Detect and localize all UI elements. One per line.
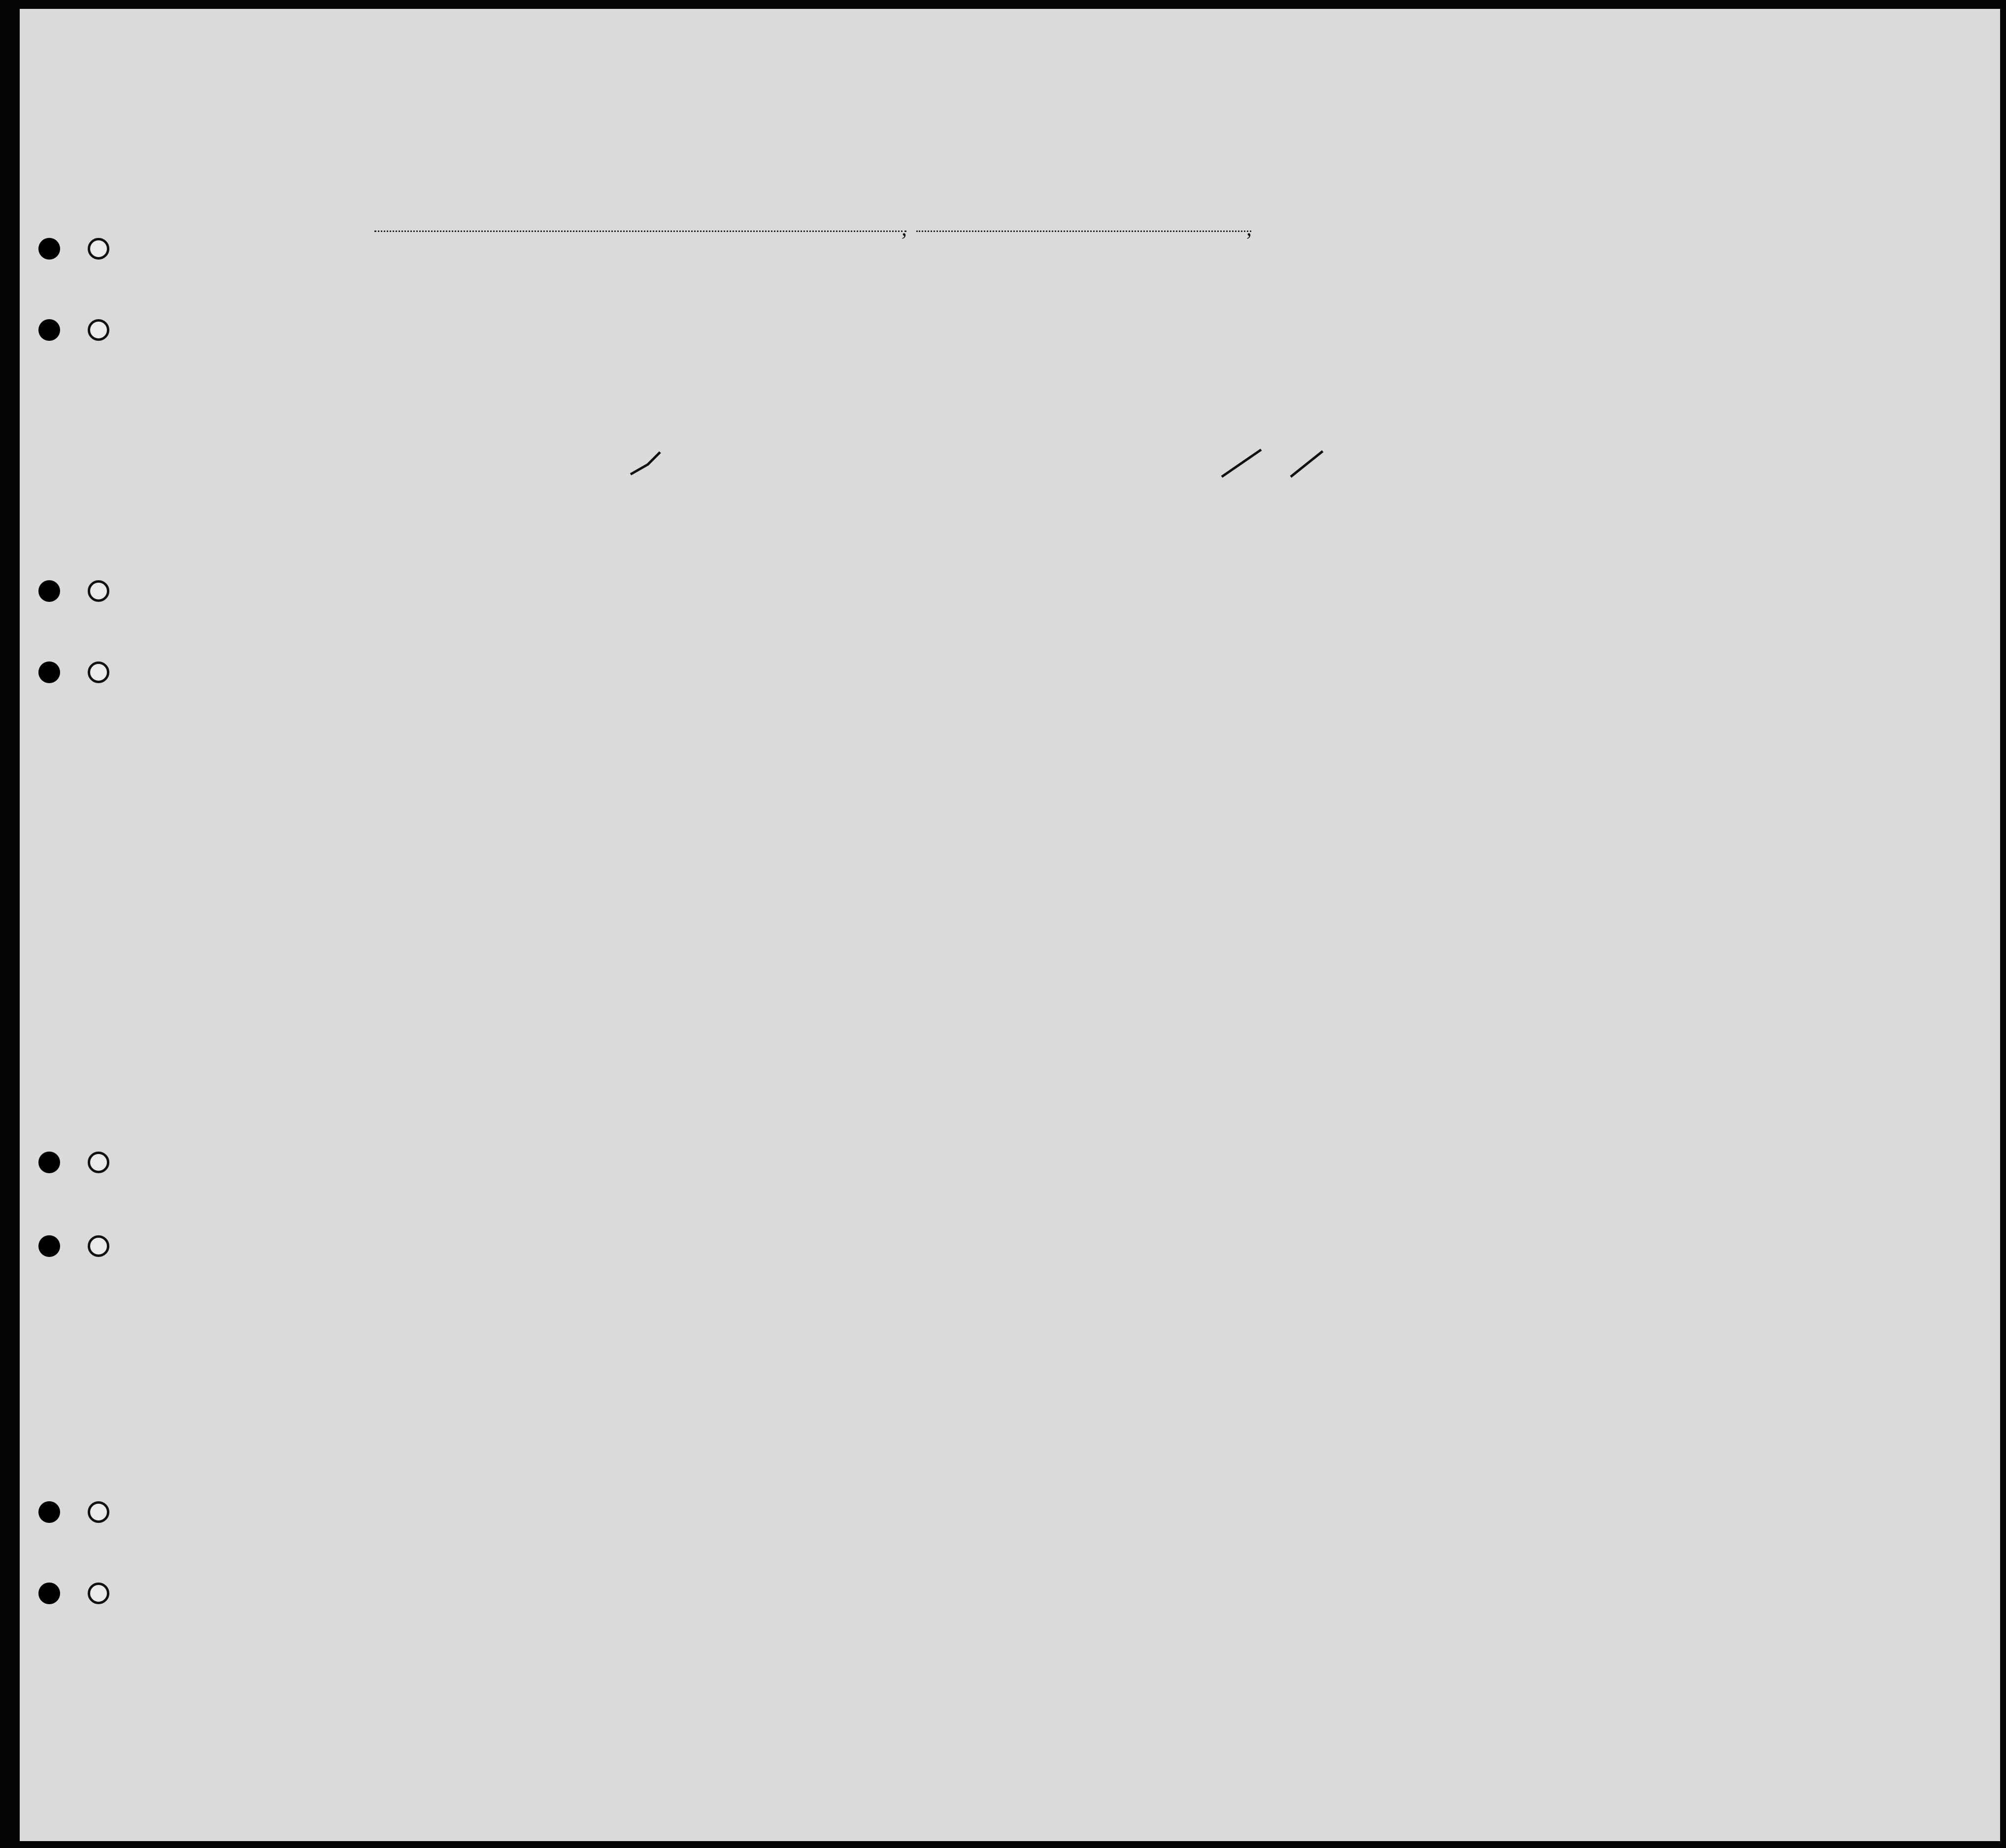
manifest-sheet <box>20 9 2000 1841</box>
tick-mark-icon <box>1222 450 1261 477</box>
tick-mark-icon <box>1291 451 1323 477</box>
comma: , <box>902 216 907 240</box>
handwritten-strokes <box>20 9 2000 1841</box>
tick-mark-icon <box>631 452 660 474</box>
comma: , <box>1246 216 1252 240</box>
